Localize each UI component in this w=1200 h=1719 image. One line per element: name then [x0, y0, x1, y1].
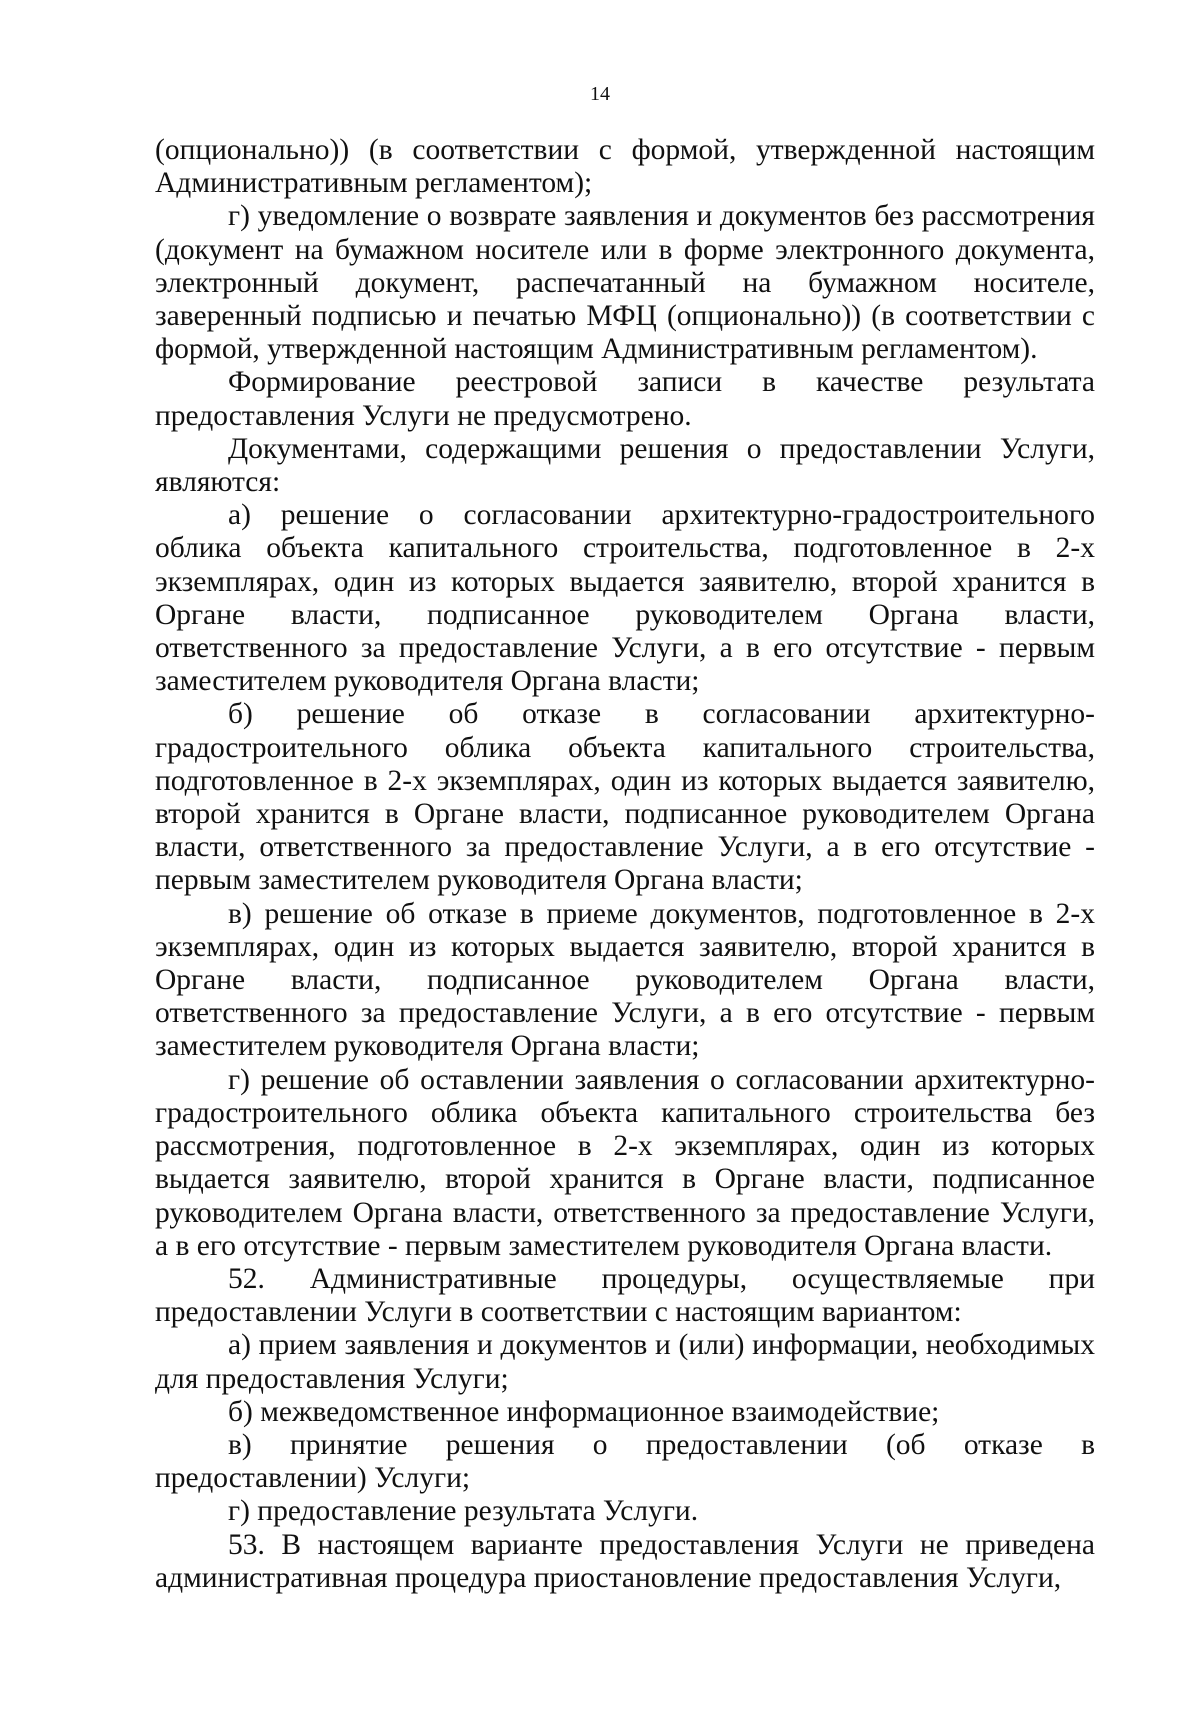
paragraph: в) принятие решения о предоставлении (об отказе в предоставлении) Услуги; [155, 1428, 1095, 1495]
paragraph: Формирование реестровой записи в качестве результата предоставления Услуги не предусмотрено. [155, 366, 1095, 432]
paragraph: в) решение об отказе в приеме документов, подготовленное в 2-х экземплярах, один из которых выдается заявителю, второй хранится в Органе власти, подписанное руководителем Органа власти, ответственного за предоставление Услуги, а в его отсутствие - первым заместителем руководителя Органа власти; [155, 897, 1095, 1063]
paragraph: а) прием заявления и документов и (или) информации, необходимых для предоставления Услуги; [155, 1329, 1095, 1395]
paragraph: г) решение об оставлении заявления о согласовании архитектурно-градостроительного облика объекта капитального строительства без рассмотрения, подготовленное в 2-х экземплярах, один из которых выдается заявителю, второй хранится в Органе власти, подписанное руководителем Органа власти, ответственного за предоставление Услуги, а в его отсутствие - первым заместителем руководителя Органа власти. [155, 1063, 1095, 1262]
paragraph: Документами, содержащими решения о предоставлении Услуги, являются: [155, 432, 1095, 499]
paragraph: б) межведомственное информационное взаимодействие; [228, 1395, 940, 1428]
paragraph: а) решение о согласовании архитектурно-градостроительного облика объекта капитального строительства, подготовленное в 2-х экземплярах, один из которых выдается заявителю, второй хранится в Органе власти, подписанное руководителем Органа власти, ответственного за предоставление Услуги, а в его отсутствие - первым заместителем руководителя Органа власти; [155, 499, 1095, 698]
paragraph: (опционально)) (в соответствии с формой, утвержденной настоящим Административным регламентом); [155, 134, 1095, 200]
paragraph: б) решение об отказе в согласовании архитектурно-градостроительного облика объекта капитального строительства, подготовленное в 2-х экземплярах, один из которых выдается заявителю, второй хранится в Органе власти, подписанное руководителем Органа власти, ответственного за предоставление Услуги, а в его отсутствие - первым заместителем руководителя Органа власти; [155, 698, 1095, 897]
paragraph: 53. В настоящем варианте предоставления Услуги не приведена административная процедура приостановление предоставления Услуги, [155, 1528, 1095, 1594]
document-body [155, 134, 1095, 1595]
paragraph: г) уведомление о возврате заявления и документов без рассмотрения (документ на бумажном носителе или в форме электронного документа, электронный документ, распечатанный на бумажном носителе, заверенный подписью и печатью МФЦ (опционально)) (в соответствии с формой, утвержденной настоящим Административным регламентом). [155, 200, 1095, 366]
page-number: 14 [590, 83, 610, 105]
paragraph: 52. Административные процедуры, осуществляемые при предоставлении Услуги в соответствии с настоящим вариантом: [155, 1262, 1095, 1329]
paragraph: г) предоставление результата Услуги. [228, 1495, 699, 1528]
